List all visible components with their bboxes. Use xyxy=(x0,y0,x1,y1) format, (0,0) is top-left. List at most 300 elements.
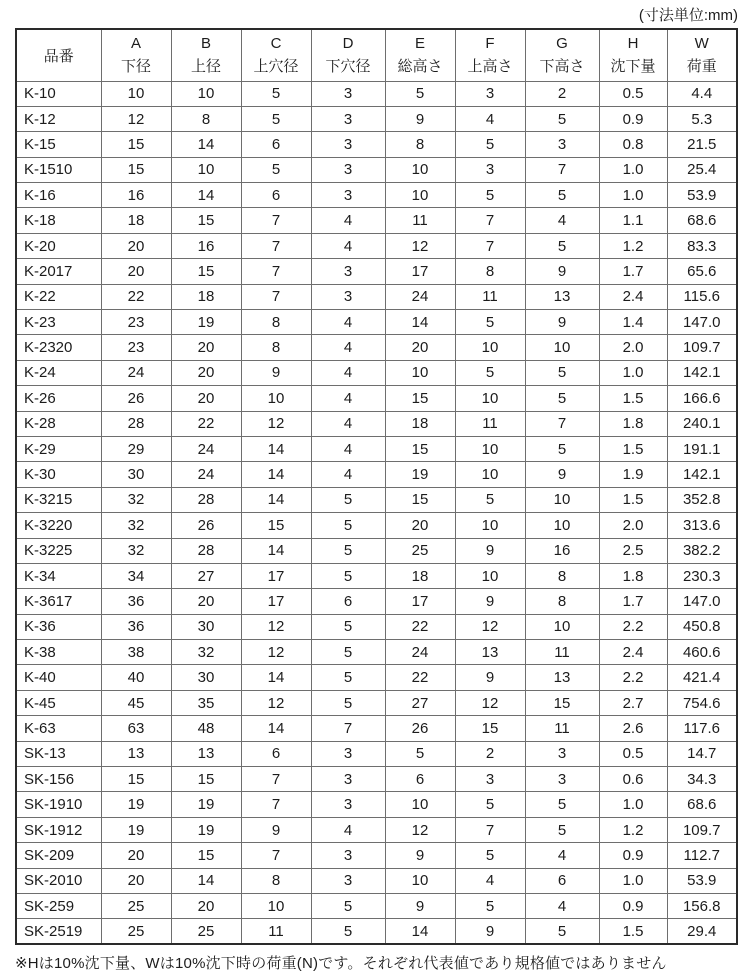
part-number-cell: SK-1912 xyxy=(16,817,101,842)
value-cell: 19 xyxy=(101,817,171,842)
value-cell: 20 xyxy=(171,386,241,411)
value-cell: 3 xyxy=(311,767,385,792)
value-cell: 230.3 xyxy=(667,563,737,588)
value-cell: 22 xyxy=(385,665,455,690)
value-cell: 65.6 xyxy=(667,259,737,284)
value-cell: 7 xyxy=(525,411,599,436)
value-cell: 20 xyxy=(171,589,241,614)
value-cell: 14 xyxy=(385,310,455,335)
part-number-cell: K-10 xyxy=(16,81,101,106)
value-cell: 11 xyxy=(455,411,525,436)
value-cell: 5 xyxy=(311,614,385,639)
value-cell: 30 xyxy=(171,614,241,639)
value-cell: 15 xyxy=(101,132,171,157)
value-cell: 10 xyxy=(455,462,525,487)
value-cell: 10 xyxy=(241,894,311,919)
table-row xyxy=(16,386,737,411)
part-number-cell: SK-1910 xyxy=(16,792,101,817)
value-cell: 4 xyxy=(311,360,385,385)
value-cell: 15 xyxy=(525,690,599,715)
value-cell: 8 xyxy=(241,335,311,360)
table-row xyxy=(16,741,737,766)
part-number-cell: K-16 xyxy=(16,183,101,208)
value-cell: 9 xyxy=(525,462,599,487)
part-number-cell: K-3617 xyxy=(16,589,101,614)
table-row xyxy=(16,157,737,182)
part-number-cell: K-3225 xyxy=(16,538,101,563)
value-cell: 3 xyxy=(311,843,385,868)
column-letter: B xyxy=(200,35,211,53)
value-cell: 5 xyxy=(311,919,385,944)
value-cell: 10 xyxy=(385,868,455,893)
value-cell: 15 xyxy=(171,259,241,284)
value-cell: 4 xyxy=(311,335,385,360)
value-cell: 450.8 xyxy=(667,614,737,639)
column-header xyxy=(455,29,525,81)
column-header xyxy=(667,29,737,81)
value-cell: 5 xyxy=(525,233,599,258)
value-cell: 20 xyxy=(101,868,171,893)
value-cell: 142.1 xyxy=(667,462,737,487)
value-cell: 7 xyxy=(241,233,311,258)
value-cell: 10 xyxy=(171,157,241,182)
value-cell: 26 xyxy=(385,716,455,741)
value-cell: 8 xyxy=(525,589,599,614)
value-cell: 13 xyxy=(525,284,599,309)
table-row xyxy=(16,462,737,487)
value-cell: 2.2 xyxy=(599,614,667,639)
value-cell: 10 xyxy=(525,335,599,360)
table-row xyxy=(16,106,737,131)
value-cell: 10 xyxy=(455,563,525,588)
value-cell: 1.2 xyxy=(599,817,667,842)
value-cell: 17 xyxy=(385,589,455,614)
value-cell: 2.0 xyxy=(599,513,667,538)
value-cell: 10 xyxy=(385,360,455,385)
column-header xyxy=(311,29,385,81)
value-cell: 35 xyxy=(171,690,241,715)
value-cell: 4.4 xyxy=(667,81,737,106)
value-cell: 7 xyxy=(455,208,525,233)
value-cell: 1.5 xyxy=(599,919,667,944)
part-number-cell: K-26 xyxy=(16,386,101,411)
value-cell: 9 xyxy=(455,538,525,563)
value-cell: 7 xyxy=(241,284,311,309)
value-cell: 15 xyxy=(171,208,241,233)
value-cell: 5 xyxy=(311,690,385,715)
value-cell: 0.9 xyxy=(599,894,667,919)
column-label: 上穴径 xyxy=(253,58,299,76)
value-cell: 34.3 xyxy=(667,767,737,792)
value-cell: 382.2 xyxy=(667,538,737,563)
footnote: ※Hは10%沈下量、Wは10%沈下時の荷重(N)です。それぞれ代表値であり規格値ではありません xyxy=(15,955,667,973)
value-cell: 9 xyxy=(525,259,599,284)
value-cell: 27 xyxy=(385,690,455,715)
value-cell: 0.9 xyxy=(599,106,667,131)
value-cell: 13 xyxy=(455,640,525,665)
value-cell: 25 xyxy=(385,538,455,563)
value-cell: 0.5 xyxy=(599,741,667,766)
value-cell: 20 xyxy=(101,233,171,258)
value-cell: 12 xyxy=(241,640,311,665)
value-cell: 352.8 xyxy=(667,487,737,512)
value-cell: 25 xyxy=(101,919,171,944)
table-row xyxy=(16,614,737,639)
value-cell: 8 xyxy=(171,106,241,131)
column-header xyxy=(599,29,667,81)
value-cell: 2.4 xyxy=(599,284,667,309)
value-cell: 3 xyxy=(455,81,525,106)
value-cell: 3 xyxy=(455,157,525,182)
value-cell: 3 xyxy=(455,767,525,792)
column-label: 荷重 xyxy=(686,58,717,76)
value-cell: 10 xyxy=(525,487,599,512)
value-cell: 21.5 xyxy=(667,132,737,157)
value-cell: 22 xyxy=(385,614,455,639)
value-cell: 8 xyxy=(525,563,599,588)
value-cell: 1.8 xyxy=(599,563,667,588)
value-cell: 2 xyxy=(525,81,599,106)
value-cell: 6 xyxy=(385,767,455,792)
part-number-cell: SK-209 xyxy=(16,843,101,868)
value-cell: 48 xyxy=(171,716,241,741)
value-cell: 8 xyxy=(385,132,455,157)
value-cell: 1.0 xyxy=(599,792,667,817)
value-cell: 4 xyxy=(311,310,385,335)
spec-table xyxy=(15,28,738,945)
table-row xyxy=(16,817,737,842)
value-cell: 10 xyxy=(525,513,599,538)
value-cell: 1.5 xyxy=(599,436,667,461)
table-row xyxy=(16,284,737,309)
value-cell: 13 xyxy=(171,741,241,766)
column-label: 上高さ xyxy=(467,58,513,76)
part-number-cell: K-3215 xyxy=(16,487,101,512)
value-cell: 109.7 xyxy=(667,335,737,360)
value-cell: 83.3 xyxy=(667,233,737,258)
value-cell: 11 xyxy=(525,716,599,741)
value-cell: 11 xyxy=(455,284,525,309)
value-cell: 32 xyxy=(101,513,171,538)
column-letter: E xyxy=(414,35,425,53)
value-cell: 7 xyxy=(241,208,311,233)
value-cell: 460.6 xyxy=(667,640,737,665)
part-number-cell: K-2017 xyxy=(16,259,101,284)
value-cell: 15 xyxy=(171,767,241,792)
table-row xyxy=(16,640,737,665)
value-cell: 68.6 xyxy=(667,792,737,817)
value-cell: 3 xyxy=(311,132,385,157)
value-cell: 5 xyxy=(455,894,525,919)
value-cell: 20 xyxy=(385,335,455,360)
value-cell: 4 xyxy=(311,817,385,842)
value-cell: 22 xyxy=(101,284,171,309)
value-cell: 28 xyxy=(171,538,241,563)
value-cell: 112.7 xyxy=(667,843,737,868)
value-cell: 30 xyxy=(171,665,241,690)
value-cell: 15 xyxy=(455,716,525,741)
table-row xyxy=(16,868,737,893)
table-row xyxy=(16,360,737,385)
value-cell: 12 xyxy=(385,817,455,842)
value-cell: 14 xyxy=(171,868,241,893)
part-number-cell: K-3220 xyxy=(16,513,101,538)
value-cell: 15 xyxy=(385,487,455,512)
value-cell: 1.0 xyxy=(599,360,667,385)
value-cell: 421.4 xyxy=(667,665,737,690)
value-cell: 6 xyxy=(241,132,311,157)
table-row xyxy=(16,208,737,233)
column-header xyxy=(101,29,171,81)
table-row xyxy=(16,513,737,538)
value-cell: 24 xyxy=(385,284,455,309)
value-cell: 5 xyxy=(385,81,455,106)
value-cell: 18 xyxy=(385,411,455,436)
value-cell: 10 xyxy=(385,157,455,182)
value-cell: 24 xyxy=(101,360,171,385)
value-cell: 1.9 xyxy=(599,462,667,487)
value-cell: 1.7 xyxy=(599,589,667,614)
value-cell: 38 xyxy=(101,640,171,665)
value-cell: 5 xyxy=(455,360,525,385)
table-row xyxy=(16,843,737,868)
column-letter: D xyxy=(342,35,354,53)
table-body xyxy=(16,81,737,944)
value-cell: 5 xyxy=(455,183,525,208)
value-cell: 14 xyxy=(241,462,311,487)
value-cell: 53.9 xyxy=(667,183,737,208)
table-row xyxy=(16,259,737,284)
part-number-cell: K-34 xyxy=(16,563,101,588)
value-cell: 6 xyxy=(241,741,311,766)
value-cell: 147.0 xyxy=(667,310,737,335)
value-cell: 5.3 xyxy=(667,106,737,131)
value-cell: 9 xyxy=(455,665,525,690)
value-cell: 28 xyxy=(171,487,241,512)
value-cell: 20 xyxy=(385,513,455,538)
part-number-cell: K-2320 xyxy=(16,335,101,360)
column-label: 沈下量 xyxy=(610,58,656,76)
value-cell: 14 xyxy=(241,436,311,461)
value-cell: 30 xyxy=(101,462,171,487)
value-cell: 3 xyxy=(525,767,599,792)
value-cell: 5 xyxy=(525,106,599,131)
part-number-cell: K-40 xyxy=(16,665,101,690)
value-cell: 5 xyxy=(311,665,385,690)
part-number-cell: K-30 xyxy=(16,462,101,487)
part-number-cell: K-15 xyxy=(16,132,101,157)
value-cell: 15 xyxy=(241,513,311,538)
value-cell: 5 xyxy=(525,360,599,385)
value-cell: 8 xyxy=(455,259,525,284)
value-cell: 3 xyxy=(525,741,599,766)
value-cell: 1.1 xyxy=(599,208,667,233)
value-cell: 23 xyxy=(101,310,171,335)
value-cell: 9 xyxy=(525,310,599,335)
part-number-cell: K-1510 xyxy=(16,157,101,182)
value-cell: 754.6 xyxy=(667,690,737,715)
part-number-cell: SK-13 xyxy=(16,741,101,766)
value-cell: 3 xyxy=(311,157,385,182)
value-cell: 24 xyxy=(171,436,241,461)
value-cell: 7 xyxy=(525,157,599,182)
value-cell: 2.6 xyxy=(599,716,667,741)
value-cell: 1.4 xyxy=(599,310,667,335)
value-cell: 4 xyxy=(311,233,385,258)
value-cell: 5 xyxy=(311,513,385,538)
table-row xyxy=(16,665,737,690)
value-cell: 32 xyxy=(171,640,241,665)
value-cell: 12 xyxy=(455,614,525,639)
value-cell: 5 xyxy=(311,894,385,919)
value-cell: 26 xyxy=(171,513,241,538)
value-cell: 45 xyxy=(101,690,171,715)
column-header xyxy=(385,29,455,81)
table-row xyxy=(16,792,737,817)
value-cell: 10 xyxy=(455,436,525,461)
value-cell: 12 xyxy=(241,411,311,436)
value-cell: 2.5 xyxy=(599,538,667,563)
value-cell: 3 xyxy=(311,741,385,766)
part-number-cell: K-20 xyxy=(16,233,101,258)
part-number-cell: K-63 xyxy=(16,716,101,741)
value-cell: 4 xyxy=(311,436,385,461)
value-cell: 2.0 xyxy=(599,335,667,360)
table-row xyxy=(16,716,737,741)
value-cell: 68.6 xyxy=(667,208,737,233)
value-cell: 22 xyxy=(171,411,241,436)
value-cell: 5 xyxy=(525,183,599,208)
value-cell: 19 xyxy=(171,310,241,335)
value-cell: 3 xyxy=(311,259,385,284)
value-cell: 2.4 xyxy=(599,640,667,665)
part-number-cell: SK-259 xyxy=(16,894,101,919)
value-cell: 36 xyxy=(101,614,171,639)
part-number-cell: K-24 xyxy=(16,360,101,385)
value-cell: 4 xyxy=(525,843,599,868)
column-letter: A xyxy=(130,35,141,53)
value-cell: 6 xyxy=(311,589,385,614)
table-row xyxy=(16,563,737,588)
part-number-cell: SK-2010 xyxy=(16,868,101,893)
value-cell: 10 xyxy=(385,183,455,208)
value-cell: 20 xyxy=(171,360,241,385)
value-cell: 7 xyxy=(241,843,311,868)
value-cell: 5 xyxy=(241,81,311,106)
value-cell: 5 xyxy=(311,538,385,563)
value-cell: 25.4 xyxy=(667,157,737,182)
header-row xyxy=(16,29,737,81)
value-cell: 1.0 xyxy=(599,157,667,182)
value-cell: 1.5 xyxy=(599,386,667,411)
value-cell: 5 xyxy=(525,792,599,817)
value-cell: 109.7 xyxy=(667,817,737,842)
value-cell: 10 xyxy=(455,513,525,538)
value-cell: 3 xyxy=(311,183,385,208)
value-cell: 19 xyxy=(171,792,241,817)
value-cell: 10 xyxy=(101,81,171,106)
value-cell: 1.0 xyxy=(599,183,667,208)
table-row xyxy=(16,894,737,919)
value-cell: 0.5 xyxy=(599,81,667,106)
table-row xyxy=(16,81,737,106)
value-cell: 5 xyxy=(311,640,385,665)
value-cell: 25 xyxy=(171,919,241,944)
value-cell: 11 xyxy=(525,640,599,665)
value-cell: 17 xyxy=(241,563,311,588)
value-cell: 10 xyxy=(385,792,455,817)
value-cell: 24 xyxy=(171,462,241,487)
part-number-cell: K-45 xyxy=(16,690,101,715)
value-cell: 11 xyxy=(241,919,311,944)
value-cell: 1.8 xyxy=(599,411,667,436)
value-cell: 1.0 xyxy=(599,868,667,893)
value-cell: 0.6 xyxy=(599,767,667,792)
value-cell: 15 xyxy=(101,157,171,182)
value-cell: 4 xyxy=(525,894,599,919)
value-cell: 8 xyxy=(241,868,311,893)
value-cell: 20 xyxy=(171,335,241,360)
value-cell: 63 xyxy=(101,716,171,741)
value-cell: 19 xyxy=(171,817,241,842)
value-cell: 19 xyxy=(101,792,171,817)
value-cell: 3 xyxy=(311,106,385,131)
value-cell: 19 xyxy=(385,462,455,487)
value-cell: 147.0 xyxy=(667,589,737,614)
value-cell: 36 xyxy=(101,589,171,614)
value-cell: 4 xyxy=(311,208,385,233)
part-number-cell: K-36 xyxy=(16,614,101,639)
part-number-cell: K-12 xyxy=(16,106,101,131)
value-cell: 6 xyxy=(525,868,599,893)
column-letter: F xyxy=(485,35,495,53)
value-cell: 27 xyxy=(171,563,241,588)
column-letter: C xyxy=(270,35,282,53)
unit-note: (寸法単位:mm) xyxy=(638,7,738,24)
column-header xyxy=(171,29,241,81)
table-row xyxy=(16,538,737,563)
value-cell: 4 xyxy=(311,411,385,436)
value-cell: 32 xyxy=(101,487,171,512)
value-cell: 34 xyxy=(101,563,171,588)
value-cell: 12 xyxy=(241,614,311,639)
value-cell: 3 xyxy=(311,284,385,309)
part-number-cell: K-28 xyxy=(16,411,101,436)
value-cell: 7 xyxy=(311,716,385,741)
value-cell: 12 xyxy=(385,233,455,258)
value-cell: 3 xyxy=(311,81,385,106)
part-number-column-header: 品番 xyxy=(16,29,101,81)
value-cell: 0.8 xyxy=(599,132,667,157)
value-cell: 16 xyxy=(101,183,171,208)
value-cell: 12 xyxy=(241,690,311,715)
value-cell: 15 xyxy=(171,843,241,868)
column-label: 上径 xyxy=(190,58,221,76)
value-cell: 15 xyxy=(385,386,455,411)
value-cell: 9 xyxy=(455,919,525,944)
value-cell: 3 xyxy=(311,792,385,817)
value-cell: 7 xyxy=(455,817,525,842)
value-cell: 14 xyxy=(241,487,311,512)
value-cell: 20 xyxy=(171,894,241,919)
value-cell: 9 xyxy=(385,843,455,868)
value-cell: 4 xyxy=(311,462,385,487)
value-cell: 1.7 xyxy=(599,259,667,284)
value-cell: 5 xyxy=(455,310,525,335)
value-cell: 156.8 xyxy=(667,894,737,919)
value-cell: 17 xyxy=(241,589,311,614)
table-row xyxy=(16,767,737,792)
